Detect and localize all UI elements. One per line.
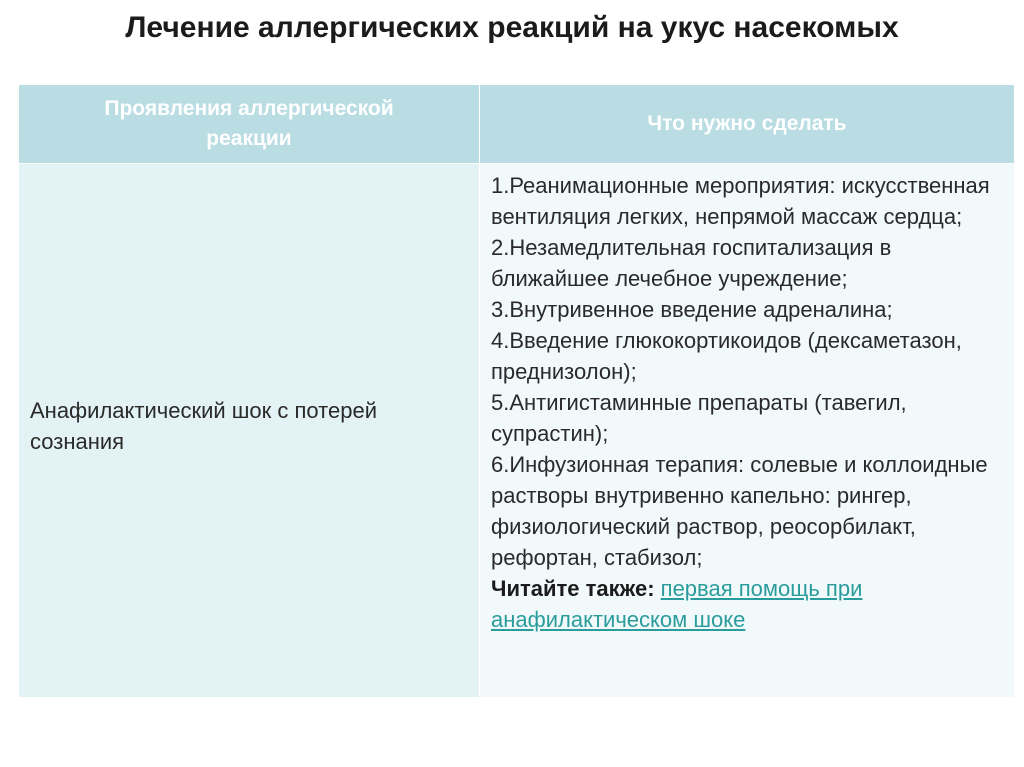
see-also-link[interactable]: первая помощь при анафилактическом шоке: [491, 576, 863, 632]
column-header-action: [480, 85, 1015, 164]
table-row: [19, 164, 1015, 698]
see-also: [491, 573, 991, 635]
manifestation-cell: [19, 164, 480, 698]
step-item: 4.Введение глюкокортикоидов (дексаметазон, преднизолон);: [491, 328, 962, 384]
page-title: Лечение аллергических реакций на укус насекомых: [125, 11, 899, 44]
column-header-manifestation-label: Проявления аллергической реакции: [104, 97, 394, 150]
table-header-row: [19, 85, 1015, 164]
step-item: 5.Антигистаминные препараты (тавегил, супрастин);: [491, 390, 907, 446]
treatment-table: [18, 84, 1015, 698]
step-item: 2.Незамедлительная госпитализация в ближайшее лечебное учреждение;: [491, 235, 892, 291]
manifestation-text: Анафилактический шок с потерей сознания: [30, 397, 377, 454]
action-cell: [480, 164, 1015, 698]
step-item: 6.Инфузионная терапия: солевые и коллоидные растворы внутривенно капельно: рингер, физиологический раствор, реосорбилакт, рефортан, стабизол;: [491, 452, 988, 570]
column-header-action-label: Что нужно сделать: [647, 112, 847, 135]
step-item: 1.Реанимационные мероприятия: искусственная вентиляция легких, непрямой массаж сердца;: [491, 173, 990, 229]
column-header-manifestation: [19, 85, 480, 164]
step-item: 3.Внутривенное введение адреналина;: [491, 297, 893, 322]
see-also-label: Читайте также:: [491, 576, 655, 601]
